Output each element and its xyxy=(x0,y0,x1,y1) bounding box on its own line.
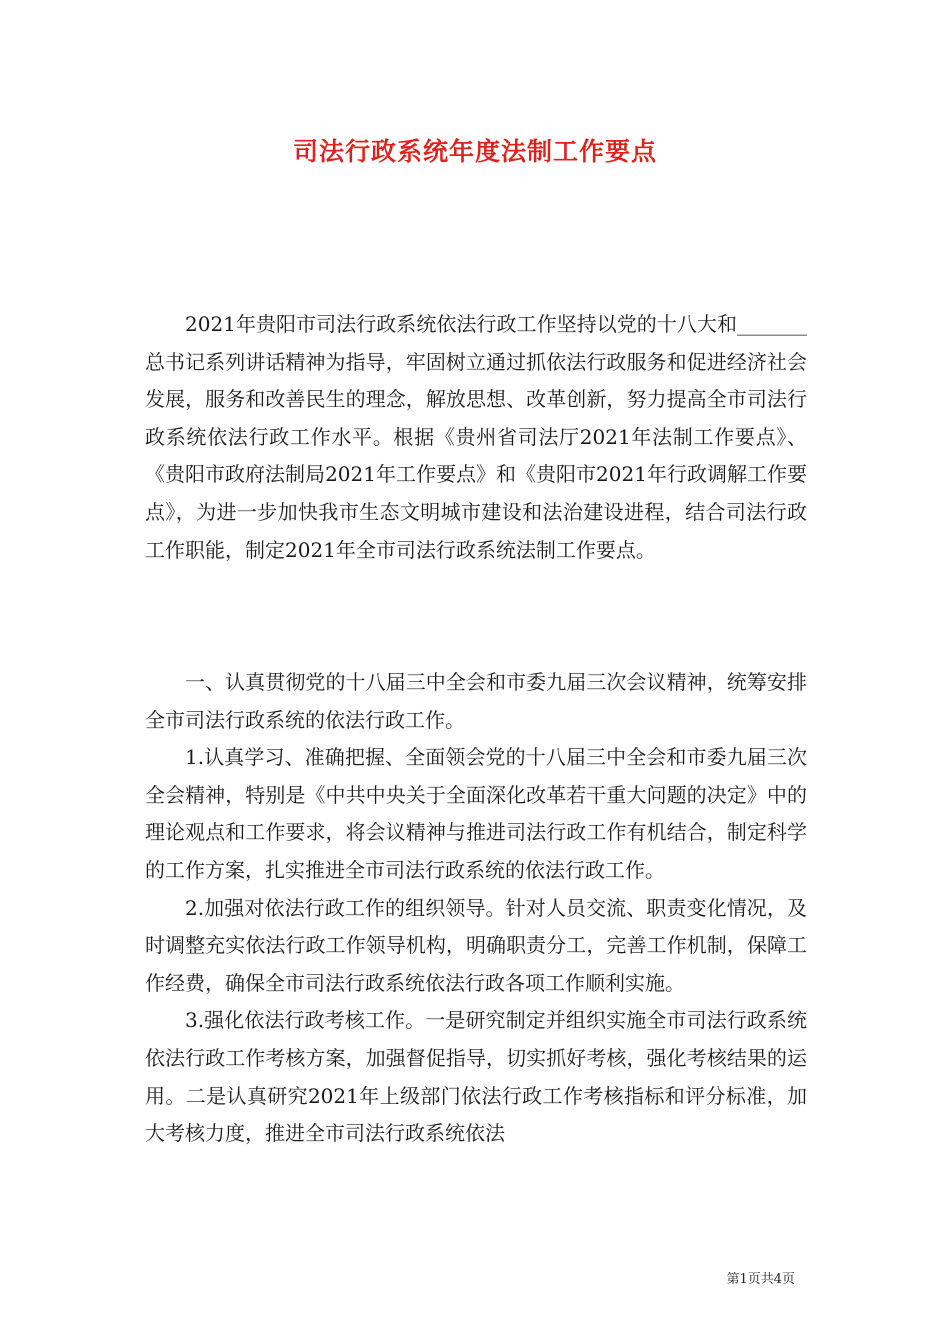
page-number: 第1页共4页 xyxy=(726,1272,795,1287)
section-1-heading: 一、认真贯彻党的十八届三中全会和市委九届三次会议精神，统筹安排全市司法行政系统的依法行政工作。 xyxy=(145,670,807,732)
intro-block xyxy=(145,306,807,569)
item-1-paragraph: 1.认真学习、准确把握、全面领会党的十八届三中全会和市委九届三次全会精神，特别是《中共中央关于全面深化改革若干重大问题的决定》中的理论观点和工作要求，将会议精神与推进司法行政工作有机结合，制定科学的工作方案，扎实推进全市司法行政系统的依法行政工作。 xyxy=(145,745,807,882)
document-title: 司法行政系统年度法制工作要点 xyxy=(292,137,657,166)
section-block xyxy=(145,664,807,1153)
intro-paragraph: 2021年贵阳市司法行政系统依法行政工作坚持以党的十八大和_______总书记系列讲话精神为指导，牢固树立通过抓依法行政服务和促进经济社会发展，服务和改善民生的理念，解放思想、改革创新，努力提高全市司法行政系统依法行政工作水平。根据《贵州省司法厅2021年法制工作要点》、《贵阳市政府法制局2021年工作要点》和《贵阳市2021年行政调解工作要点》，为进一步加快我市生态文明城市建设和法治建设进程，结合司法行政工作职能，制定2021年全市司法行政系统法制工作要点。 xyxy=(145,312,807,562)
item-3-paragraph: 3.强化依法行政考核工作。一是研究制定并组织实施全市司法行政系统依法行政工作考核方案，加强督促指导，切实抓好考核，强化考核结果的运用。二是认真研究2021年上级部门依法行政工作考核指标和评分标准，加大考核力度，推进全市司法行政系统依法 xyxy=(145,1008,807,1146)
item-2-paragraph: 2.加强对依法行政工作的组织领导。针对人员交流、职责变化情况，及时调整充实依法行政工作领导机构，明确职责分工，完善工作机制，保障工作经费，确保全市司法行政系统依法行政各项工作顺利实施。 xyxy=(145,895,807,995)
